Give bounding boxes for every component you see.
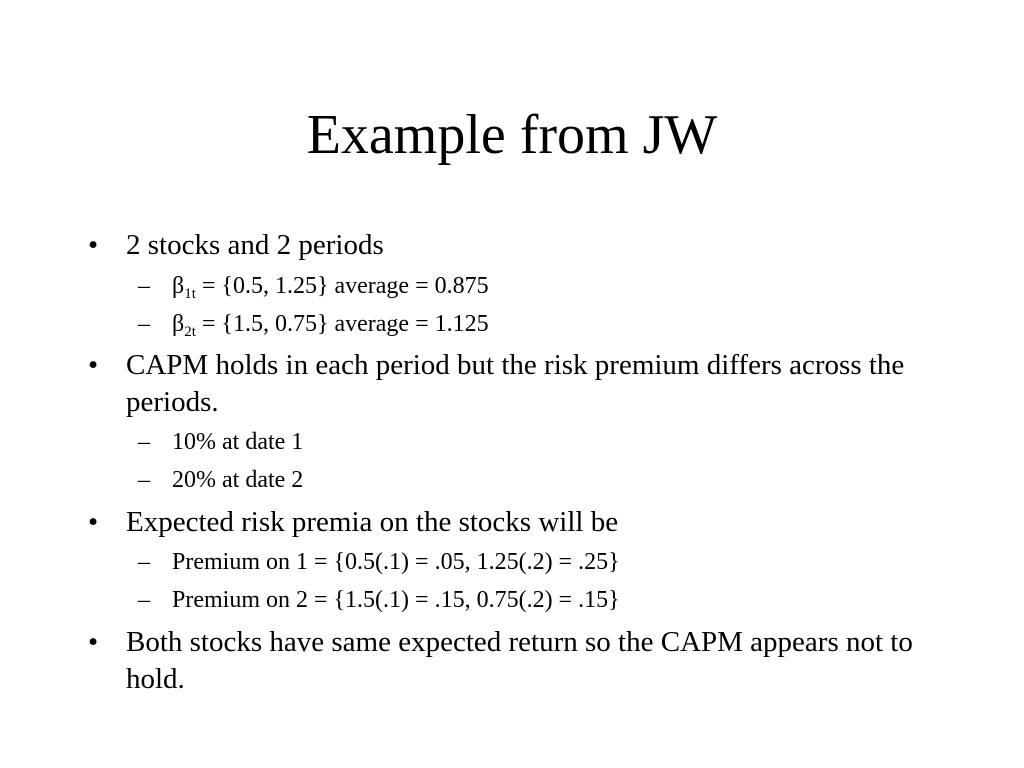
sub-bullet-text (172, 271, 958, 301)
sub-bullet-marker: – (138, 311, 150, 337)
sub-bullet-item (138, 465, 958, 495)
sub-bullet-text: Premium on 1 = {0.5(.1) = .05, 1.25(.2) = .25} (172, 549, 620, 575)
bullet-marker: • (88, 349, 99, 381)
sub-bullet-marker: – (138, 273, 150, 299)
beta-values: = {1.5, 0.75} average = 1.125 (195, 311, 489, 337)
bullet-text: CAPM holds in each period but the risk premium differs across the periods. (126, 349, 905, 418)
bullet-item (80, 227, 950, 264)
beta-subscript: 1t (184, 286, 196, 302)
bullet-marker: • (88, 626, 99, 658)
sub-bullet-text: Premium on 2 = {1.5(.1) = .15, 0.75(.2) = .15} (172, 587, 620, 613)
sub-bullet-item (138, 585, 958, 615)
beta-symbol: β (172, 273, 185, 299)
bullet-text: 2 stocks and 2 periods (126, 229, 384, 261)
sub-bullet-item (138, 309, 958, 339)
sub-bullet-text (172, 309, 958, 339)
sub-bullet-marker: – (138, 467, 150, 493)
sub-bullet-item (138, 271, 958, 301)
sub-bullet-marker: – (138, 549, 150, 575)
bullet-marker: • (88, 506, 99, 538)
bullet-item (80, 624, 950, 698)
sub-bullet-text: 10% at date 1 (172, 429, 304, 455)
sub-bullet-text: 20% at date 2 (172, 467, 304, 493)
bullet-item (80, 347, 950, 421)
bullet-text: Expected risk premia on the stocks will be (126, 506, 619, 538)
beta-values: = {0.5, 1.25} average = 0.875 (195, 273, 489, 299)
slide-title: Example from JW (306, 104, 718, 166)
beta-subscript: 2t (184, 324, 196, 340)
bullet-item (80, 504, 950, 541)
sub-bullet-marker: – (138, 587, 150, 613)
sub-bullet-marker: – (138, 429, 150, 455)
sub-bullet-item (138, 427, 958, 457)
bullet-marker: • (88, 229, 99, 261)
sub-bullet-item (138, 547, 958, 577)
beta-symbol: β (172, 311, 185, 337)
bullet-text: Both stocks have same expected return so the CAPM appears not to hold. (126, 626, 913, 695)
